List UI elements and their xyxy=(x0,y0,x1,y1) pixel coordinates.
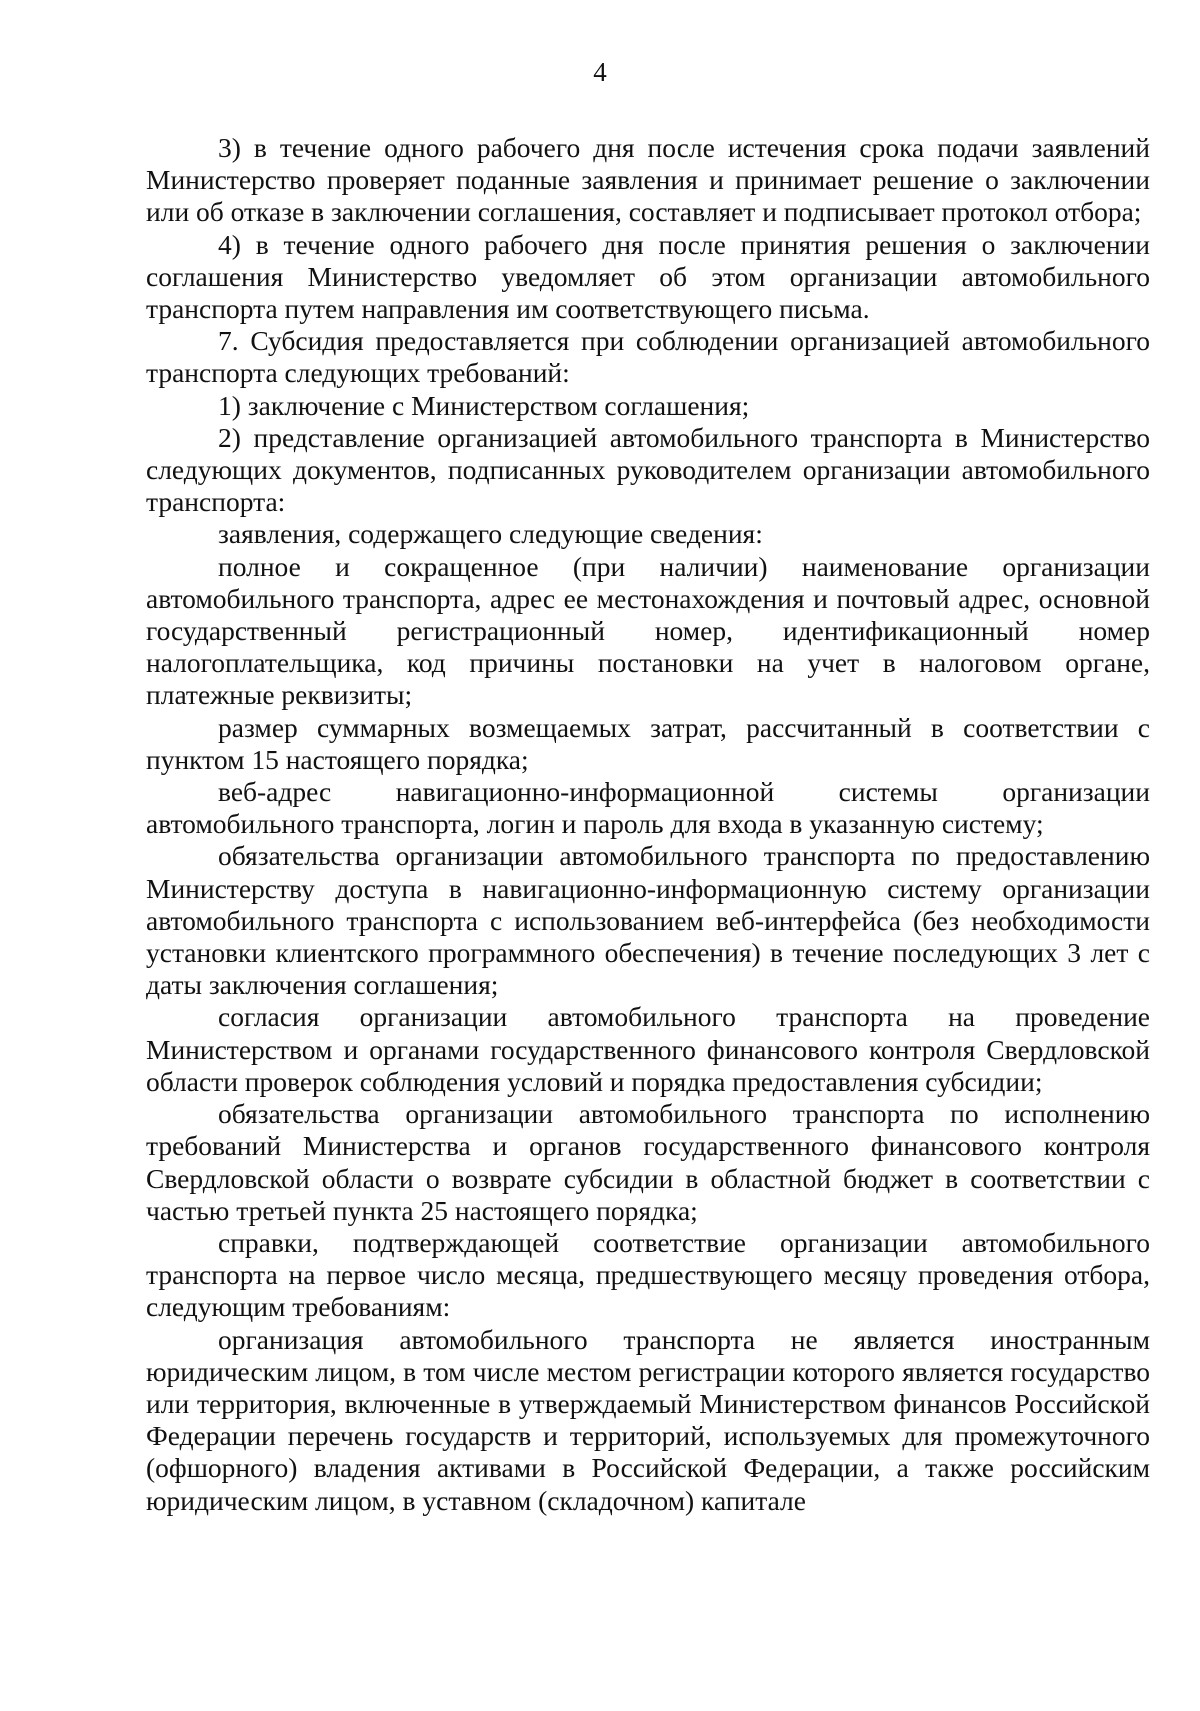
document-body xyxy=(146,132,1150,1517)
paragraph-consent: согласия организации автомобильного транспорта на проведение Министерством и органами государственного финансового контроля Свердловской области проверок соблюдения условий и порядка предоставления субсидии; xyxy=(146,1001,1150,1097)
paragraph-access-obligation: обязательства организации автомобильного транспорта по предоставлению Министерству доступа в навигационно-информационную систему организации автомобильного транспорта с использованием веб-интерфейса (без необходимости установки клиентского программного обеспечения) в течение последующих 3 лет с даты заключения соглашения; xyxy=(146,840,1150,1001)
page-number: 4 xyxy=(593,57,607,87)
paragraph-costs: размер суммарных возмещаемых затрат, рассчитанный в соответствии с пунктом 15 настоящего порядка; xyxy=(146,711,1150,775)
paragraph-application: заявления, содержащего следующие сведения: xyxy=(218,518,763,550)
paragraph-foreign-entity: организация автомобильного транспорта не является иностранным юридическим лицом, в том числе местом регистрации которого является государство или территория, включенные в утверждаемый Министерством финансов Российской Федерации перечень государств и территорий, используемых для промежуточного (офшорного) владения активами в Российской Федерации, а также российским юридическим лицом, в уставном (складочном) капитале xyxy=(146,1323,1150,1516)
paragraph-item-3: 3) в течение одного рабочего дня после истечения срока подачи заявлений Министерство проверяет поданные заявления и принимает решение о заключении или об отказе в заключении соглашения, составляет и подписывает протокол отбора; xyxy=(146,132,1150,228)
paragraph-item-4: 4) в течение одного рабочего дня после принятия решения о заключении соглашения Министерство уведомляет об этом организации автомобильного транспорта путем направления им соответствующего письма. xyxy=(146,228,1150,325)
paragraph-clause-7: 7. Субсидия предоставляется при соблюдении организацией автомобильного транспорта следующих требований: xyxy=(146,325,1150,389)
paragraph-web-address: веб-адрес навигационно-информационной системы организации автомобильного транспорта, логин и пароль для входа в указанную систему; xyxy=(146,776,1150,840)
paragraph-refund-obligation: обязательства организации автомобильного транспорта по исполнению требований Министерства и органов государственного финансового контроля Свердловской области о возврате субсидии в областной бюджет в соответствии с частью третьей пункта 25 настоящего порядка; xyxy=(146,1098,1150,1226)
paragraph-org-name: полное и сокращенное (при наличии) наименование организации автомобильного транспорта, адрес ее местонахождения и почтовый адрес, основной государственный регистрационный номер, идентификационный номер налогоплательщика, код причины постановки на учет в налоговом органе, платежные реквизиты; xyxy=(146,550,1150,711)
paragraph-req-1: 1) заключение с Министерством соглашения; xyxy=(218,389,750,421)
paragraph-req-2: 2) представление организацией автомобильного транспорта в Министерство следующих документов, подписанных руководителем организации автомобильного транспорта: xyxy=(146,421,1150,518)
paragraph-certificate: справки, подтверждающей соответствие организации автомобильного транспорта на первое число месяца, предшествующего месяцу проведения отбора, следующим требованиям: xyxy=(146,1226,1150,1323)
